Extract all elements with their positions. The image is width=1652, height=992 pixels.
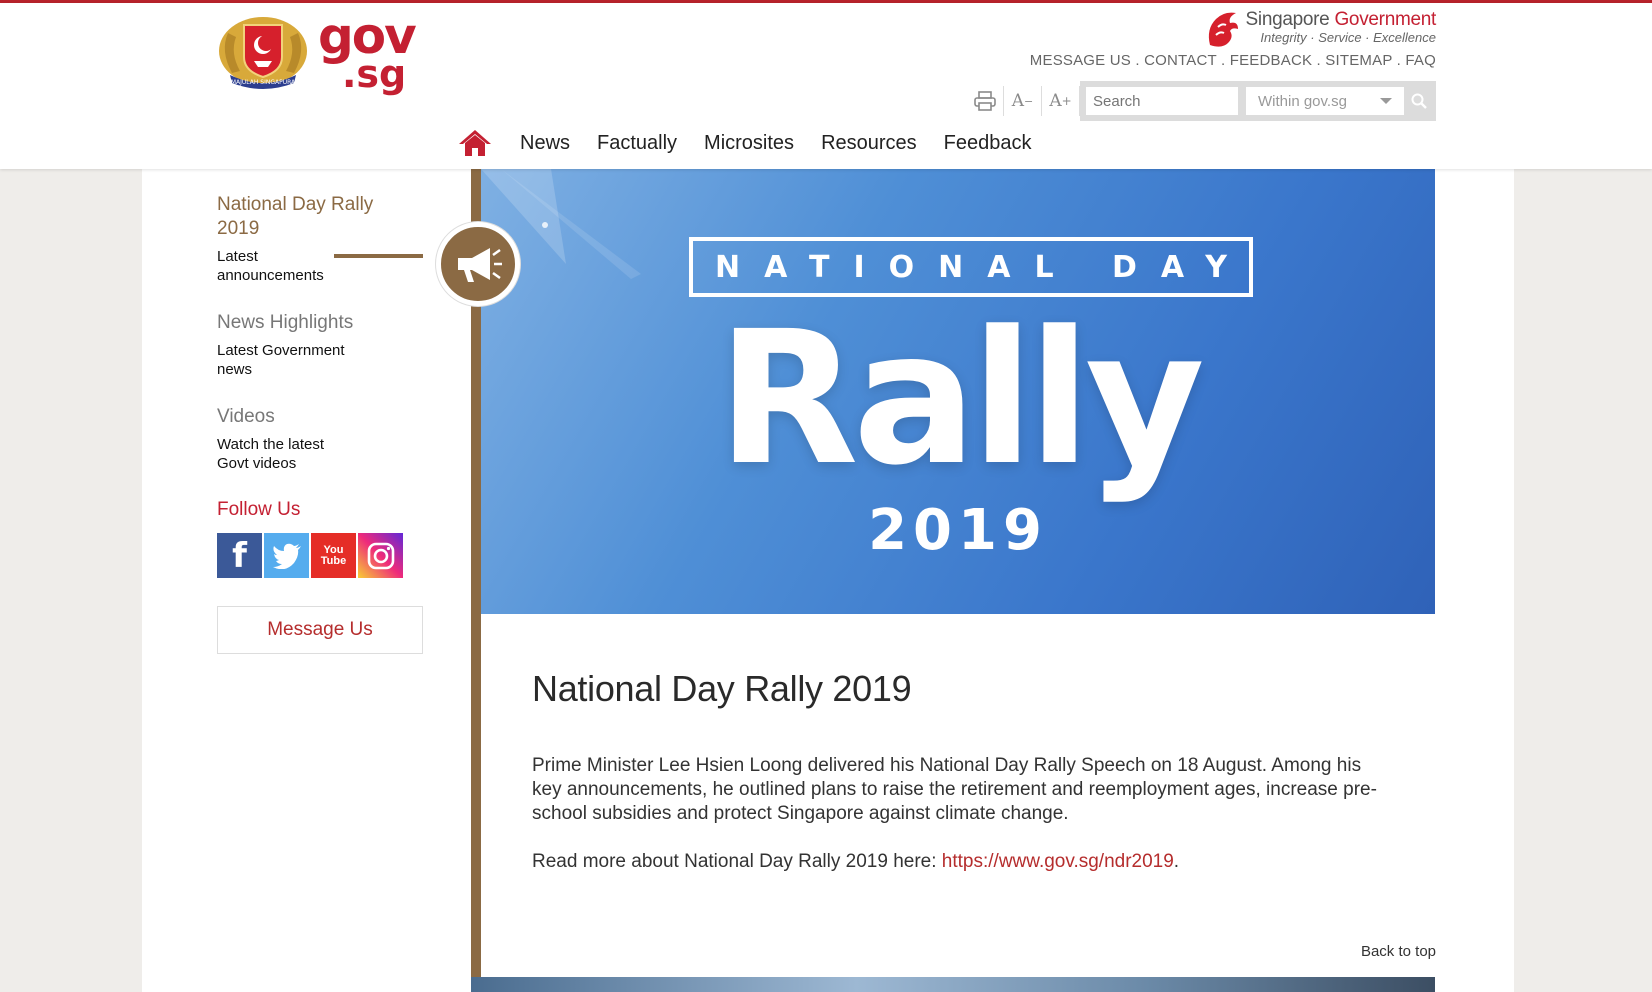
search-input[interactable] (1086, 87, 1238, 115)
sidebar-item-news-highlights[interactable] (217, 311, 423, 379)
article-read-more (532, 850, 1392, 874)
youtube-label: You Tube (320, 543, 347, 567)
nav-factually[interactable]: Factually (597, 131, 678, 154)
ndr2019-link[interactable]: https://www.gov.sg/ndr2019 (941, 851, 1174, 872)
sidebar-item-title: Videos (217, 406, 275, 427)
plus-icon: + (1061, 94, 1072, 108)
home-icon[interactable] (458, 128, 492, 158)
search-scope-select[interactable] (1246, 87, 1404, 115)
font-increase-button[interactable] (1042, 86, 1080, 116)
search-bar (1080, 81, 1436, 121)
main-navigation (458, 123, 1059, 163)
sidebar-item-title: News Highlights (217, 312, 354, 333)
brand-tagline: Integrity · Service · Excellence (1260, 30, 1436, 45)
font-decrease-button[interactable] (1004, 86, 1042, 116)
sidebar-item-national-day-rally[interactable] (217, 193, 423, 285)
contact-link[interactable]: CONTACT (1144, 52, 1217, 69)
instagram-icon[interactable] (358, 533, 403, 578)
message-us-button[interactable]: Message Us (217, 606, 423, 654)
site-header (0, 3, 1652, 169)
coat-of-arms-icon[interactable] (216, 11, 310, 91)
hero-national-day-box (689, 237, 1253, 297)
logo-gov-text: gov (318, 7, 415, 65)
utility-separator: . (1131, 52, 1145, 69)
article-content (532, 668, 1392, 874)
utility-separator: . (1392, 52, 1406, 69)
page-tools (966, 81, 1436, 121)
singapore-government-brand[interactable] (1204, 9, 1436, 49)
printer-icon (974, 91, 996, 111)
lion-head-icon (1204, 9, 1240, 49)
sidebar-item-title: National Day Rally 2019 (217, 194, 374, 239)
hero-national-day-text: NATIONAL DAY (715, 249, 1251, 285)
read-more-suffix: . (1173, 851, 1180, 872)
sitemap-link[interactable]: SITEMAP (1325, 52, 1393, 69)
gov-sg-logo[interactable] (318, 7, 415, 96)
megaphone-icon (452, 242, 504, 286)
brand-name-singapore: Singapore (1245, 9, 1330, 30)
minus-icon: − (1024, 94, 1034, 108)
facebook-letter: f (232, 535, 247, 576)
follow-us-heading: Follow Us (217, 499, 301, 520)
sidebar-item-subtitle: Latest announcements (217, 248, 324, 284)
nav-news[interactable]: News (520, 131, 571, 154)
chevron-down-icon (1380, 98, 1392, 104)
nav-feedback[interactable]: Feedback (943, 131, 1032, 154)
youtube-icon[interactable] (311, 533, 356, 578)
hero-year-text: 2019 (868, 498, 1048, 563)
twitter-bird-icon (272, 543, 302, 569)
instagram-camera-icon (366, 541, 396, 571)
back-to-top-link[interactable]: Back to top (1360, 943, 1436, 960)
print-button[interactable] (966, 86, 1004, 116)
brand-name-government: Government (1334, 9, 1436, 30)
feedback-link[interactable]: FEEDBACK (1229, 52, 1313, 69)
announcement-badge (436, 222, 520, 306)
svg-text:MAJULAH SINGAPURA: MAJULAH SINGAPURA (230, 79, 296, 86)
logo-sg-text: .sg (342, 52, 407, 96)
search-button[interactable] (1408, 87, 1430, 115)
scope-selected-value: Within gov.sg (1258, 92, 1347, 110)
read-more-prefix: Read more about National Day Rally 2019 here: (532, 851, 942, 872)
utility-links (1030, 52, 1436, 69)
sidebar-item-videos[interactable] (217, 405, 423, 473)
utility-separator: . (1216, 52, 1230, 69)
active-indicator-line (334, 254, 423, 258)
facebook-icon[interactable] (217, 533, 262, 578)
message-us-link[interactable]: MESSAGE US (1029, 52, 1131, 69)
twitter-icon[interactable] (264, 533, 309, 578)
faq-link[interactable]: FAQ (1405, 52, 1436, 69)
utility-separator: . (1312, 52, 1326, 69)
font-increase-label: A (1049, 91, 1062, 111)
sidebar-item-subtitle: Watch the latest Govt videos (217, 436, 324, 472)
page-title: National Day Rally 2019 (532, 668, 912, 709)
next-section-image (471, 977, 1435, 992)
sidebar (217, 193, 423, 654)
social-links (217, 533, 423, 578)
hero-banner (481, 169, 1435, 614)
search-icon (1411, 93, 1427, 109)
font-decrease-label: A (1011, 91, 1025, 111)
nav-microsites[interactable]: Microsites (704, 131, 795, 154)
nav-resources[interactable]: Resources (821, 131, 917, 154)
sidebar-item-subtitle: Latest Government news (217, 342, 345, 378)
article-body: Prime Minister Lee Hsien Loong delivered his National Day Rally Speech on 18 August. Among his key announcements, he outlined plans to raise the retirement and reemployment ages, increase pre-school subsidies and protect Singapore against climate change. (532, 755, 1377, 824)
hero-rally-text: Rally (717, 292, 1199, 506)
